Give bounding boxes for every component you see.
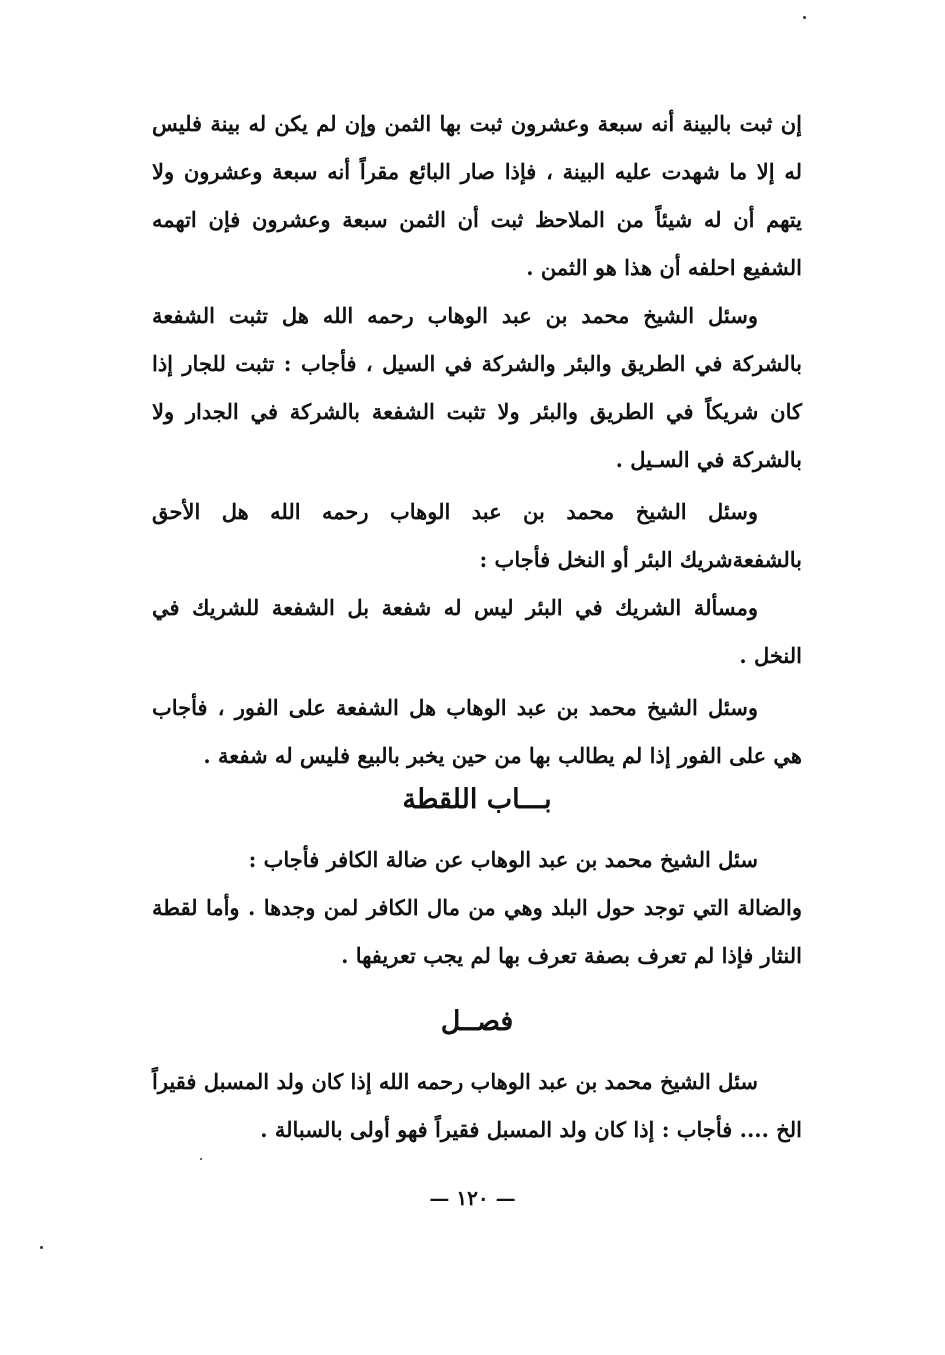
- paragraph-stray-answer: والضالة التي توجد حول البلد وهي من مال الكافر لمن وجدها . وأما لقطة النثار فإذا لم تعرف بصفة تعرف بها لم يجب تعريفها .: [152, 895, 802, 968]
- paragraph-well-or-palm-question: وسئل الشيخ محمد بن عبد الوهاب رحمه الله هل الأحق بالشفعةشريك البئر أو النخل فأجاب :: [152, 499, 802, 572]
- section-heading-chapter: فصــل: [440, 1006, 514, 1037]
- scan-speck: [803, 16, 806, 19]
- paragraph-stray-question: سئل الشيخ محمد بن عبد الوهاب عن ضالة الكافر فأجاب :: [248, 847, 758, 872]
- paragraph-price-evidence: إن ثبت بالبينة أنه سبعة وعشرون ثبت بها الثمن وإن لم يكن له بينة فليس له إلا ما شهدت عليه البينة ، فإذا صار البائع مقراً أنه سبعة وعشرون ولا يتهم أن له شيئاً من الملاحظ ثبت أن الثمن سبعة وعشرون فإن اتهمه الشفيع احلفه أن هذا هو الثمن .: [152, 111, 802, 280]
- page-number: — ١٢٠ —: [429, 1186, 516, 1210]
- paragraph-endowment-question: سئل الشيخ محمد بن عبد الوهاب رحمه الله إذا كان ولد المسبل فقيراً الخ .... فأجاب : إذا كان ولد المسبل فقيراً فهو أولى بالسبالة .: [152, 1069, 802, 1142]
- paragraph-partnership-question: وسئل الشيخ محمد بن عبد الوهاب رحمه الله هل تثبت الشفعة بالشركة في الطريق والبئر والشركة في السيل ، فأجاب : تثبت للجار إذا كان شريكاً في الطريق والبئر ولا تثبت الشفعة بالشركة في الجدار ولا بالشركة في السـيل .: [152, 303, 802, 472]
- section-heading-lost-property: بـــاب اللقطة: [402, 784, 552, 815]
- paragraph-immediacy-question: وسئل الشيخ محمد بن عبد الوهاب هل الشفعة على الفور ، فأجاب هي على الفور إذا لم يطالب بها من حين يخبر بالبيع فليس له شفعة .: [152, 695, 802, 768]
- scan-speck: [200, 1158, 202, 1160]
- paragraph-well-partner-answer: ومسألة الشريك في البئر ليس له شفعة بل الشفعة للشريك في النخل .: [152, 595, 802, 668]
- text-block-preemption: [152, 100, 802, 780]
- scan-speck: [40, 1246, 43, 1249]
- text-block-lost-property: [152, 836, 802, 980]
- text-block-endowment: [152, 1058, 802, 1154]
